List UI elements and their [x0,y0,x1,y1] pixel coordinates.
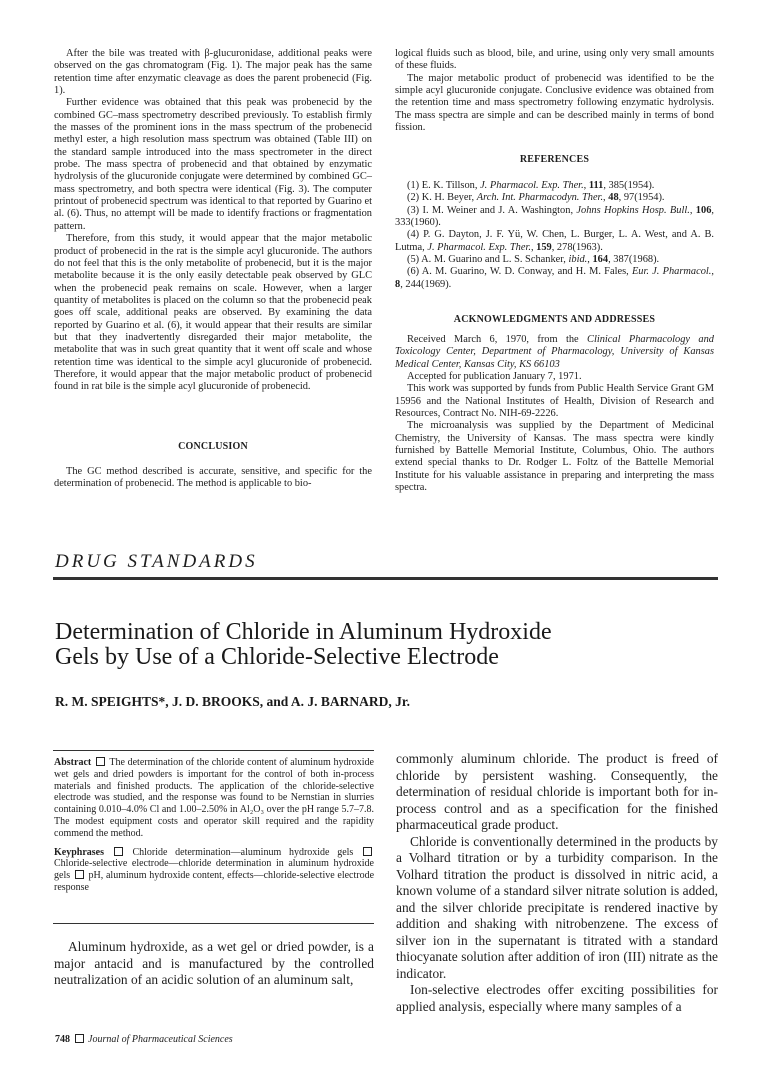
reference-journal: Eur. J. Pharmacol. [631,266,712,278]
intro-left [54,939,374,989]
box-icon [363,847,372,856]
article-title [55,620,552,670]
reference-authors: E. K. Tillson, [421,180,481,191]
conclusion-text [54,466,372,491]
box-icon [96,757,105,766]
journal-name: Journal of Pharmaceutical Sciences [88,1034,233,1045]
paragraph: commonly aluminum chloride. The product is freed of chloride by persistent washing. Consequently, the determination of residual chloride is important both for in-process control and as a specification for the finished pharmaceutical grade product. [396,751,718,832]
reference-rest: , 385(1954). [603,180,655,191]
paragraph: The major metabolic product of probenecid was identified to be the simple acyl glucuronide conjugate. Conclusive evidence was obtained from the retention time and mass spectrometry following enzymatic hydrolysis. The mass spectra are simple and can be described mainly in terms of bond fission. [395,72,714,134]
reference-volume: 8 [395,278,401,290]
conclusion-heading: CONCLUSION [178,441,248,452]
abstract [54,757,374,894]
paragraph: After the bile was treated with β-glucuronidase, additional peaks were observed on the gas chromatogram (Fig. 1). The major peak has the same retention time after enzymatic cleavage as does the parent probenecid (Fig. 1). [54,48,372,97]
article-title-line: Determination of Chloride in Aluminum Hydroxide [55,619,552,645]
paragraph: Therefore, from this study, it would appear that the major metabolic product of probenecid in the rat is the simple acyl glucuronide. The authors do not feel that this is the only metabolite of probenecid, but it is the major metabolite because it is the only easily detectable peak observed by GLC when the probenecid peak remains on scale. However, when a larger quantity of metabolites is placed on the column so that the probenecid peak goes off scale, additional peaks are observed. By examining the data reported by Guarino et al. (6), it would appear that their results are similar but that they inadvertently disregarded their major metabolite, the metabolite that was in such great quantity that it went off scale and whose retention time was identical to the simple acyl glucuronide of probenecid. Therefore, it would appear that the major metabolic product of probenecid found in rat bile is the simple acyl glucuronide of probenecid. [54,233,372,393]
abstract-text: The determination of the chloride content of aluminum hydroxide wet gels and dried powders is important for the control of both in-process materials and finished products. The application of the chloride-selective electrode was studied, and the response was found to be Nernstian in slurries containing 0.010–4.0% Cl and 1.00–2.50% in Al₂O₃ over the pH range 5.7–7.8. The modest equipment costs and operator skill required and the rapidity commend the method. [54,757,374,839]
acknowledgments-text [395,334,714,494]
paragraph: Ion-selective electrodes offer exciting possibilities for applied analysis, especially where many samples of a [396,982,718,1014]
reference-item: (2) K. H. Beyer, Arch. Int. Pharmacodyn. Ther., 48, 97(1954). [407,192,665,204]
paragraph: logical fluids such as blood, bile, and urine, using only very small amounts of these fluids. [395,48,714,72]
reference-number: (5) [407,254,420,266]
reference-authors: A. M. Guarino, W. D. Conway, and H. M. Fales, [421,266,632,278]
accepted-paragraph: Accepted for publication January 7, 1971. [407,371,582,383]
page-number: 748 [55,1034,70,1045]
abstract-rule-top [53,750,374,751]
reference-number: (3) [407,204,420,216]
reference-journal: Johns Hopkins Hosp. Bull. [576,204,690,216]
reference-rest: , 387(1968). [608,254,660,266]
reference-authors: I. M. Weiner and J. A. Washington, [422,204,577,216]
reference-item: (5) A. M. Guarino and L. S. Schanker, ibid., 164, 387(1968). [407,254,660,266]
reference-rest: , 244(1969). [400,278,452,290]
reference-volume: 159 [536,241,552,253]
reference-number: (1) [407,180,420,191]
box-icon [75,870,84,879]
references-list [395,180,714,291]
top-left-column [54,48,372,394]
section-rule [53,577,718,580]
keyphrase: Chloride determination—aluminum hydroxide gels [132,846,354,858]
bottom-right-column [396,751,718,1015]
keyphrases-label: Keyphrases [54,846,104,858]
keyphrase: Chloride-selective electrode—chloride determination in aluminum hydroxide gels [54,858,374,882]
references-heading: REFERENCES [519,154,590,165]
reference-volume: 111 [588,180,604,191]
paragraph: Further evidence was obtained that this peak was probenecid by the combined GC–mass spectrometry described previously. To establish firmly the masses of the prominent ions in the mass spectrum of the probenecid methyl ester, a high resolution mass spectrum was obtained (Table III) on the standard sample introduced into the mass spectrometer in the direct probe. The mass spectra of probenecid and that obtained by enzymatic hydrolysis of the glucuronide conjugate were determined by combined GC–mass spectrometry, and both spectra were identical (Fig. 3). The computer printout of probenecid spectrum was identical to that reported by Guarino et al. (6). Thus, no attempt will be made to identify fractions or fragmentation pattern. [54,97,372,232]
reference-volume: 106 [695,204,712,216]
reference-journal: J. Pharmacol. Exp. Ther. [480,180,584,191]
reference-authors: K. H. Beyer, [421,192,477,204]
reference-rest: , 97(1954). [618,192,665,204]
reference-journal: ibid. [568,254,588,266]
abstract-body [54,757,374,840]
reference-journal: Arch. Int. Pharmacodyn. Ther. [476,192,604,204]
box-icon [75,1034,84,1043]
paragraph: Aluminum hydroxide, as a wet gel or dried powder, is a major antacid and is manufactured by the controlled neutralization of an acidic solution of an aluminum salt, [54,939,374,987]
reference-rest: , 278(1963). [551,241,603,253]
abstract-rule-bottom [53,923,374,924]
reference-journal: J. Pharmacol. Exp. Ther. [427,241,531,253]
reference-volume: 164 [592,254,609,266]
reference-number: (2) [407,192,420,204]
reference-authors: A. M. Guarino and L. S. Schanker, [421,254,569,266]
support-paragraph: This work was supported by funds from Public Health Service Grant GM 15956 and the National Institutes of Health, Division of Research and Resources, Contract No. NIH-69-2226. [395,383,714,420]
keyphrase: pH, aluminum hydroxide content, effects—chloride-selective electrode response [54,870,375,893]
acknowledgments-heading: ACKNOWLEDGMENTS AND ADDRESSES [453,314,656,325]
top-right-column [395,48,714,134]
section-title: DRUG STANDARDS [55,551,258,572]
reference-item: (3) I. M. Weiner and J. A. Washington, Johns Hopkins Hosp. Bull., 106, 333(1960). [395,204,714,229]
reference-item: (6) A. M. Guarino, W. D. Conway, and H. M. Fales, Eur. J. Pharmacol., 8, 244(1969). [395,266,714,290]
reference-authors: P. G. Dayton, J. F. Yü, W. Chen, L. Burger, L. A. West, and A. B. Lutma, [395,229,714,253]
page-footer [55,1034,233,1045]
reference-item: (1) E. K. Tillson, J. Pharmacol. Exp. Ther., 111, 385(1954). [407,180,655,191]
reference-item: (4) P. G. Dayton, J. F. Yü, W. Chen, L. Burger, L. A. West, and A. B. Lutma, J. Pharmacol. Exp. Ther., 159, 278(1963). [395,229,714,253]
reference-volume: 48 [608,192,619,204]
microanalysis-paragraph: The microanalysis was supplied by the Department of Medicinal Chemistry, the University of Kansas. The mass spectra were kindly furnished by Battelle Memorial Institute, Columbus, Ohio. The authors extend special thanks to Dr. Rodger L. Foltz of the Battelle Memorial Institute for his valuable assistance in preparing and interpreting the mass spectra. [395,420,714,494]
paragraph: Chloride is conventionally determined in the products by a Volhard titration or by a turbidity comparison. In the Volhard titration the product is dissolved in nitric acid, a known volume of a standard silver nitrate solution is added, and the silver chloride precipitate is rendered inactive by addition and shaking with nitrobenzene. The excess of silver ion in the supernatant is titrated with a standard thiocyanate solution after addition of iron (III) nitrate as the indicator. [396,833,718,981]
reference-number: (4) [407,229,420,241]
article-title-line: Gels by Use of a Chloride-Selective Electrode [55,644,499,670]
received-paragraph: Received March 6, 1970, from the Clinical Pharmacology and Toxicology Center, Department of Pharmacology, University of Kansas Medical Center, Kansas City, KS 66103 [395,334,714,370]
reference-rest: , 333(1960). [395,204,714,229]
article-authors: R. M. SPEIGHTS*, J. D. BROOKS, and A. J. BARNARD, Jr. [55,694,411,709]
keyphrases [54,847,374,894]
paragraph: The GC method described is accurate, sensitive, and specific for the determination of probenecid. The method is applicable to bio- [54,466,372,490]
abstract-label: Abstract [54,757,92,768]
box-icon [114,847,123,856]
reference-number: (6) [407,266,420,278]
